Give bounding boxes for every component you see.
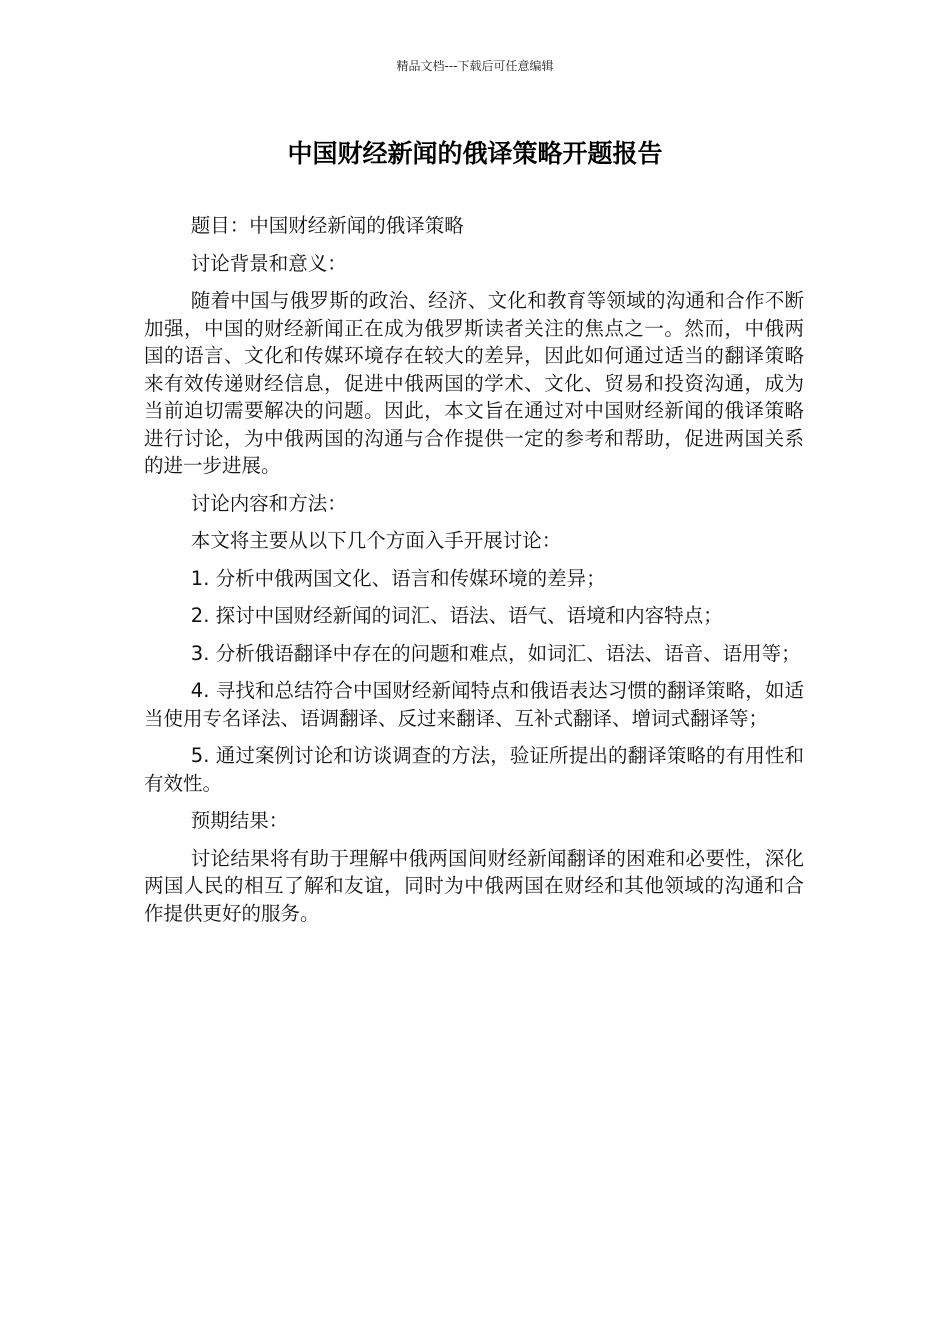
results-paragraph: 讨论结果将有助于理解中俄两国间财经新闻翻译的困难和必要性，深化两国人民的相互了解和友谊，同时为中俄两国在财经和其他领域的沟通和合作提供更好的服务。: [144, 846, 804, 925]
topic-line: 题目：中国财经新闻的俄译策略: [190, 214, 464, 237]
section-heading-background: 讨论背景和意义：: [190, 251, 347, 275]
section-heading-methods: 讨论内容和方法：: [190, 491, 347, 515]
document-body: [144, 212, 804, 937]
method-item-3: 3. 分析俄语翻译中存在的问题和难点，如词汇、语法、语音、语用等；: [190, 641, 801, 665]
section-heading-results: 预期结果：: [190, 809, 289, 832]
document-title: 中国财经新闻的俄译策略开题报告: [287, 139, 663, 168]
background-paragraph: 随着中国与俄罗斯的政治、经济、文化和教育等领域的沟通和合作不断加强，中国的财经新闻正在成为俄罗斯读者关注的焦点之一。然而，中俄两国的语言、文化和传媒环境存在较大的差异，因此如何通过适当的翻译策略来有效传递财经信息，促进中俄两国的学术、文化、贸易和投资沟通，成为当前迫切需要解决的问题。因此，本文旨在通过对中国财经新闻的俄译策略进行讨论，为中俄两国的沟通与合作提供一定的参考和帮助，促进两国关系的进一步进展。: [144, 289, 804, 477]
method-item-2: 2. 探讨中国财经新闻的词汇、语法、语气、语境和内容特点；: [190, 604, 723, 627]
method-item-4: 4. 寻找和总结符合中国财经新闻特点和俄语表达习惯的翻译策略，如适当使用专名译法、语调翻译、反过来翻译、互补式翻译、增词式翻译等；: [144, 679, 804, 730]
method-item-5: 5. 通过案例讨论和访谈调查的方法，验证所提出的翻译策略的有用性和有效性。: [144, 744, 804, 795]
method-item-1: 1. 分析中俄两国文化、语言和传媒环境的差异；: [190, 566, 606, 590]
methods-intro: 本文将主要从以下几个方面入手开展讨论：: [190, 529, 562, 552]
header-note: 精品文档---下载后可任意编辑: [396, 59, 554, 73]
